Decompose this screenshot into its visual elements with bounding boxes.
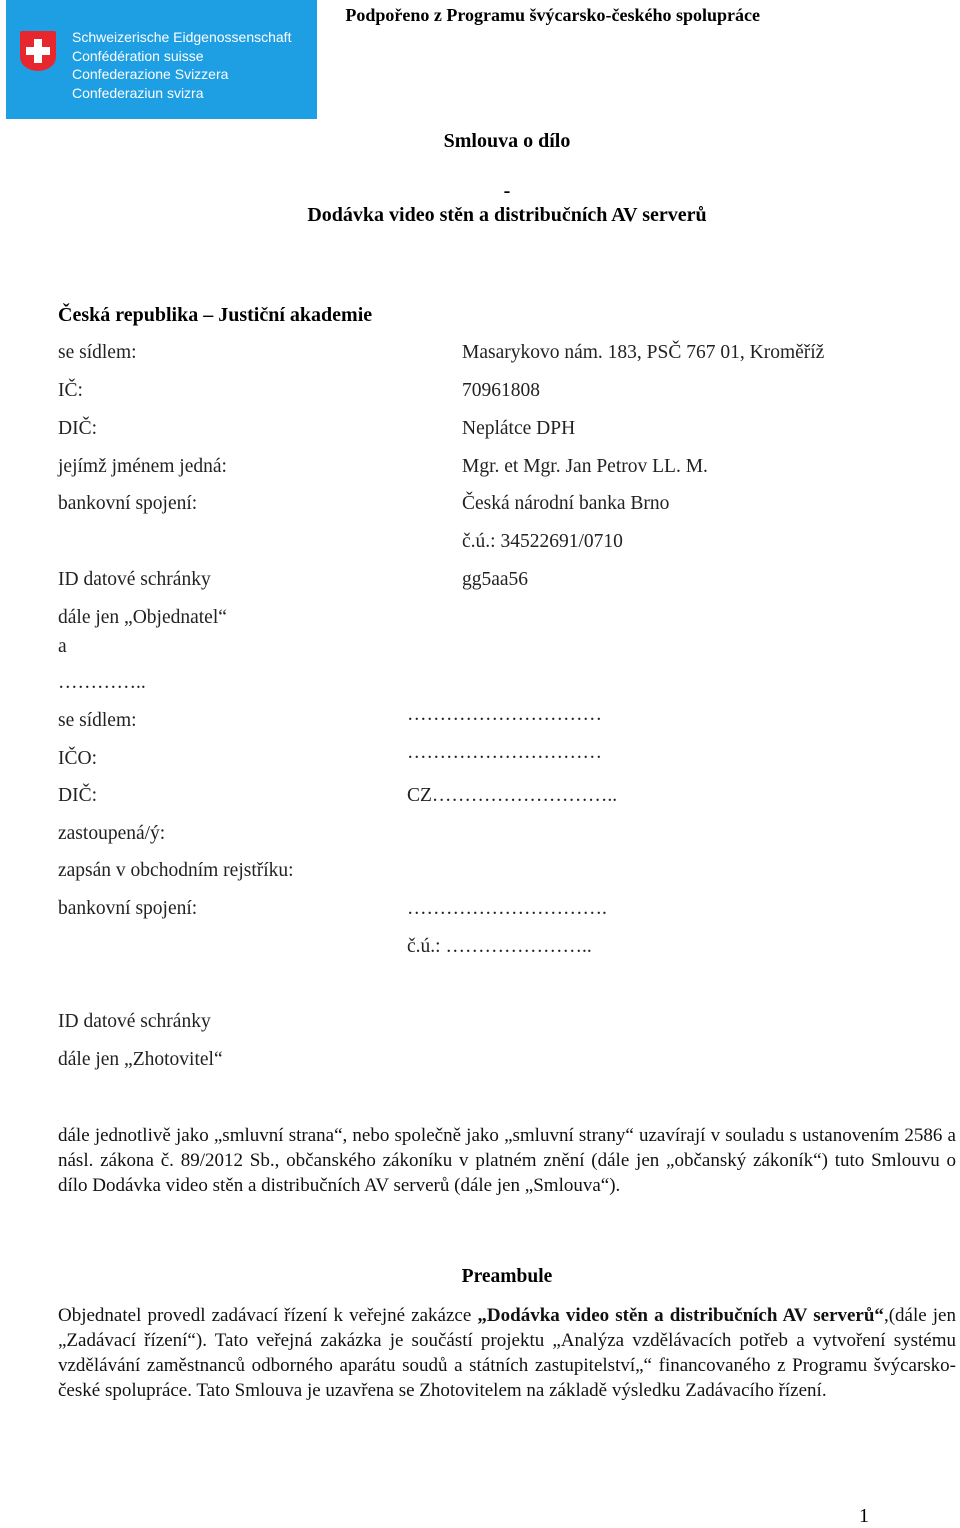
- logo-line: Confederaziun svizra: [72, 84, 204, 101]
- contractor-value-bank: ………………………….: [407, 898, 607, 919]
- swiss-confederation-logo: [6, 0, 317, 119]
- client-designation: dále jen „Objednatel“: [58, 607, 227, 628]
- title-dash: -: [503, 180, 511, 202]
- client-value-databox: gg5aa56: [462, 569, 529, 590]
- client-value-account: č.ú.: 34522691/0710: [462, 531, 623, 552]
- client-value-representative: Mgr. et Mgr. Jan Petrov LL. M.: [462, 456, 708, 477]
- document-subtitle: Dodávka video stěn a distribučních AV serverů: [307, 204, 707, 226]
- logo-line: Confédération suisse: [72, 47, 204, 64]
- contractor-value-account: č.ú.: …………………..: [407, 936, 592, 957]
- client-label-databox: ID datové schránky: [58, 569, 211, 590]
- logo-line: Schweizerische Eidgenossenschaft: [72, 29, 292, 45]
- contractor-label-databox: ID datové schránky: [58, 1011, 211, 1032]
- contractor-label-ico: IČO:: [58, 748, 97, 769]
- contractor-label-bank: bankovní spojení:: [58, 898, 198, 919]
- preamble-heading: Preambule: [461, 1266, 553, 1287]
- client-name: Česká republika – Justiční akademie: [58, 304, 373, 326]
- document-title: Smlouva o dílo: [443, 130, 571, 152]
- client-label-dic: DIČ:: [58, 418, 97, 439]
- client-label-representative: jejímž jménem jedná:: [58, 456, 227, 477]
- client-label-ic: IČ:: [58, 380, 83, 401]
- client-value-seat: Masarykovo nám. 183, PSČ 767 01, Kroměříž: [462, 342, 825, 363]
- client-label-bank: bankovní spojení:: [58, 493, 198, 514]
- contractor-label-seat: se sídlem:: [58, 710, 137, 731]
- contractor-value-seat: …………………………: [407, 704, 602, 725]
- contractor-designation: dále jen „Zhotovitel“: [58, 1049, 223, 1070]
- client-value-bank: Česká národní banka Brno: [462, 493, 670, 514]
- contractor-value-ico: …………………………: [407, 742, 602, 763]
- contractor-label-represented: zastoupená/ý:: [58, 823, 166, 844]
- contractor-label-dic: DIČ:: [58, 785, 97, 806]
- client-label-seat: se sídlem:: [58, 342, 137, 363]
- preamble-text-start: Objednatel provedl zadávací řízení k veřejné zakázce: [58, 1305, 478, 1326]
- client-value-ic: 70961808: [462, 380, 540, 401]
- swiss-cross-icon: [20, 31, 56, 71]
- support-note: Podpořeno z Programu švýcarsko-českého spolupráce: [345, 5, 760, 25]
- intro-paragraph: dále jednotlivě jako „smluvní strana“, nebo společně jako „smluvní strany“ uzavírají v souladu s ustanovením 2586 a násl. zákona č. 89/2012 Sb., občanského zákoníku v platném znění (dále jen „občanský zákoník“) tuto Smlouvu o dílo Dodávka video stěn a distribučních AV serverů (dále jen „Smlouva“).: [58, 1125, 956, 1196]
- client-value-dic: Neplátce DPH: [462, 418, 576, 439]
- and-text: a: [58, 636, 67, 657]
- contractor-value-dic: CZ………………………..: [407, 785, 618, 806]
- logo-text: [72, 28, 291, 102]
- page-number: 1: [859, 1505, 869, 1527]
- preamble-contract-name: „Dodávka video stěn a distribučních AV serverů“: [477, 1305, 884, 1326]
- preamble-paragraph: [58, 1303, 956, 1403]
- logo-line: Confederazione Svizzera: [72, 66, 229, 82]
- contractor-name: …………..: [58, 672, 146, 693]
- preamble-text-end: ,(dále jen „Zadávací řízení“). Tato veřejná zakázka je součástí projektu „Analýza vzdělávacích potřeb a vytvoření systému vzdělávání zaměstnanců odborného aparátu soudů a státních zastupitelství„“ financovaného z Programu švýcarsko-české spolupráce. Tato Smlouva je uzavřena se Zhotovitelem na základě výsledku Zadávacího řízení.: [58, 1305, 956, 1401]
- contractor-label-register: zapsán v obchodním rejstříku:: [58, 860, 294, 881]
